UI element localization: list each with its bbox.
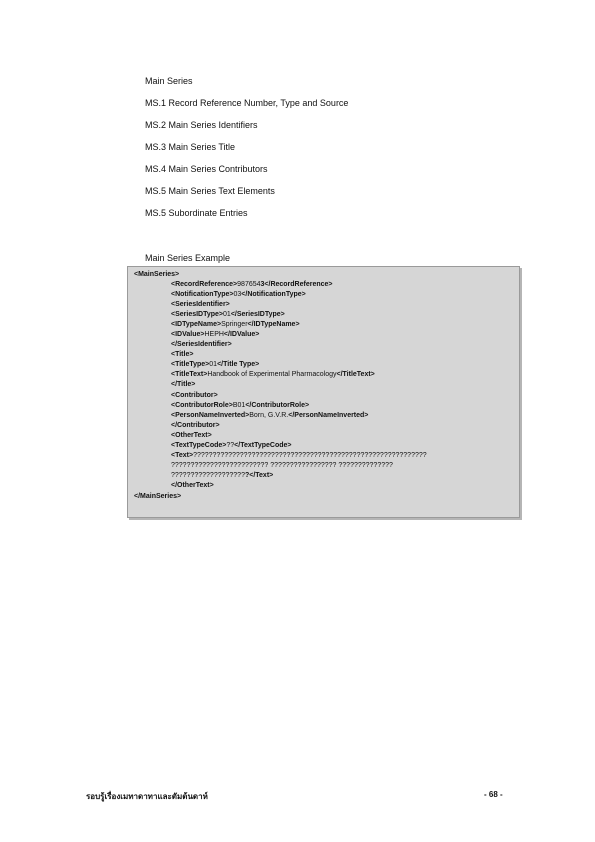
section-item-ms4: MS.4 Main Series Contributors [145,164,268,174]
section-item-ms3: MS.3 Main Series Title [145,142,236,152]
code-line: </OtherText> [171,482,214,489]
code-line: <Contributor> [171,392,218,399]
section-item-ms5-subordinate: MS.5 Subordinate Entries [145,208,248,218]
code-line: ????????????????????</Text> [171,472,274,479]
code-line: <TitleType>01</Title Type> [171,361,260,368]
code-line: <TextTypeCode>??</TextTypeCode> [171,442,292,449]
code-line: <Text>???????????????????????????????????????????????????????????? [171,452,427,459]
code-line: <NotificationType>03</NotificationType> [171,291,306,298]
code-line: <PersonNameInverted>Born, G.V.R.</PersonNameInverted> [171,412,369,419]
section-item-ms2: MS.2 Main Series Identifiers [145,120,258,130]
example-heading: Main Series Example [145,253,231,263]
code-line: <OtherText> [171,432,212,439]
code-line: <RecordReference>9876543</RecordReference> [171,281,333,288]
code-line: <IDValue>HEPH</IDValue> [171,331,260,338]
footer-book-title: รอบรู้เรื่องเมทาดาทาและตัมต้นดาห์ [86,792,208,801]
code-line: <Title> [171,351,194,358]
code-line: </Contributor> [171,422,220,429]
page-number: - 68 - [484,790,503,799]
code-line: </MainSeries> [134,493,182,500]
code-line: </Title> [171,381,196,388]
code-line: <MainSeries> [134,271,180,278]
code-line: <TitleText>Handbook of Experimental Pharmacology</TitleText> [171,371,375,378]
code-line: <SeriesIdentifier> [171,301,230,308]
section-list [145,74,348,228]
code-line: </SeriesIdentifier> [171,341,232,348]
section-item-ms1: MS.1 Record Reference Number, Type and Source [145,98,349,108]
section-heading: Main Series [145,76,193,86]
section-item-ms5-text: MS.5 Main Series Text Elements [145,186,275,196]
code-line: <SeriesIDType>01</SeriesIDType> [171,311,285,318]
code-line: <IDTypeName>Springer</IDTypeName> [171,321,300,328]
code-line: ????????????????????????? ????????????????? ?????????????? [171,462,393,469]
xml-example-box [127,266,520,518]
code-line: <ContributorRole>B01</ContributorRole> [171,402,310,409]
